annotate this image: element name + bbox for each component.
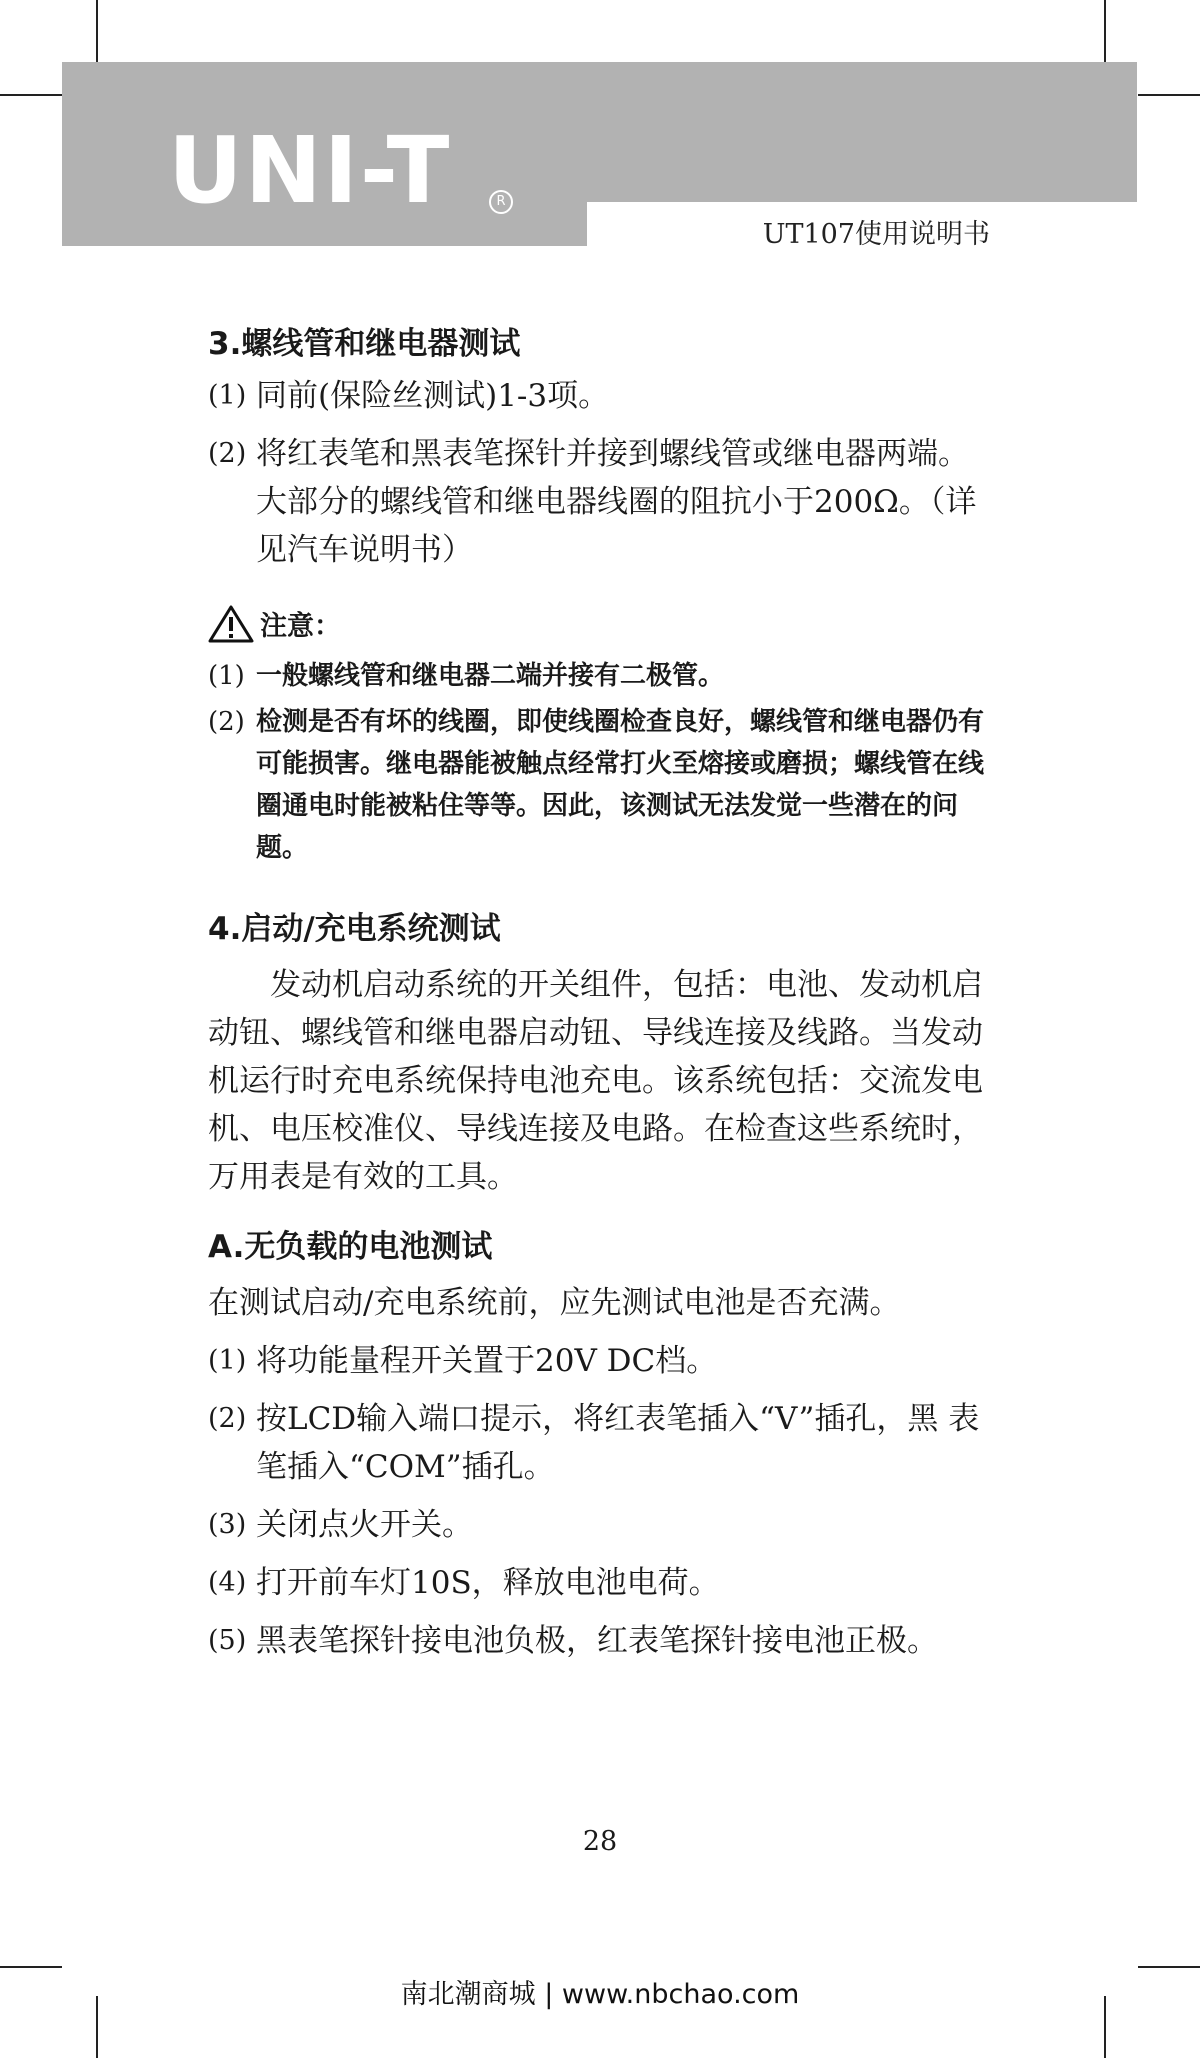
list-item: (2) 将红表笔和黑表笔探针并接到螺线管或继电器两端。大部分的螺线管和继电器线圈的阻抗小于200Ω。（详见汽车说明书）	[208, 436, 977, 568]
list-item: (1) 同前(保险丝测试)1-3项。	[208, 378, 610, 414]
note-header	[208, 604, 998, 643]
list-item: (3) 关闭点火开关。	[208, 1507, 473, 1543]
crop-mark	[0, 1966, 62, 1968]
list-item: (5) 黑表笔探针接电池负极，红表笔探针接电池正极。	[208, 1623, 938, 1659]
crop-mark	[96, 0, 98, 62]
crop-mark	[1104, 0, 1106, 62]
warning-icon	[208, 605, 254, 643]
manual-title: UT107使用说明书	[762, 219, 990, 250]
section-4-heading: 4.启动/充电系统测试	[208, 911, 501, 947]
section-4-paragraph: 发动机启动系统的开关组件，包括：电池、发动机启动钮、螺线管和继电器启动钮、导线连接及线路。当发动机运行时充电系统保持电池充电。该系统包括：交流发电机、电压校准仪、导线连接及电路。在检查这些系统时，万用表是有效的工具。	[208, 967, 983, 1195]
section-a-list	[208, 1337, 998, 1665]
section-a-heading: A.无负载的电池测试	[208, 1229, 493, 1265]
page-content	[208, 322, 998, 1675]
brand-logo: UNI-T	[168, 117, 452, 224]
note-item: (1) 一般螺线管和继电器二端并接有二极管。	[208, 661, 725, 691]
list-item: (4) 打开前车灯10S，释放电池电荷。	[208, 1565, 720, 1601]
note-item: (2) 检测是否有坏的线圈，即使线圈检查良好，螺线管和继电器仍有可能损害。继电器能被触点经常打火至熔接或磨损；螺线管在线圈通电时能被粘住等等。因此，该测试无法发觉一些潜在的问题。	[208, 707, 985, 863]
note-list	[208, 655, 998, 869]
footer-website: 南北潮商城 | www.nbchao.com	[400, 1979, 800, 2010]
crop-mark	[1138, 94, 1200, 96]
list-item: (1) 将功能量程开关置于20V DC档。	[208, 1343, 718, 1379]
section-3-list	[208, 372, 998, 574]
section-3-heading: 3.螺线管和继电器测试	[208, 326, 521, 362]
section-a-intro: 在测试启动/充电系统前，应先测试电池是否充满。	[208, 1285, 901, 1321]
note-label: 注意：	[260, 611, 341, 642]
crop-mark	[0, 94, 62, 96]
registered-mark: R	[489, 190, 513, 214]
page-number: 28	[582, 1826, 618, 1857]
list-item: (2) 按LCD输入端口提示，将红表笔插入“V”插孔，黑 表笔插入“COM”插孔。	[208, 1401, 980, 1485]
crop-mark	[1138, 1966, 1200, 1968]
